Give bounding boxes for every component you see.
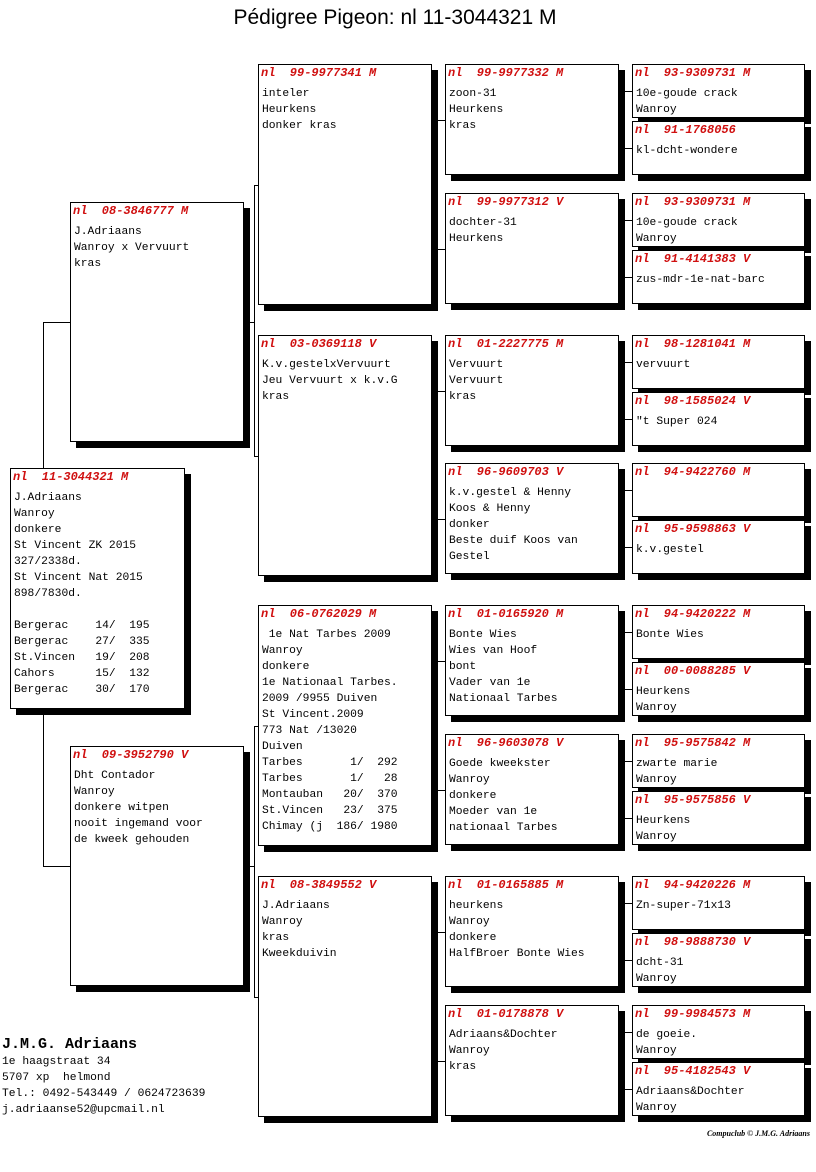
connector-line: [435, 120, 436, 249]
ring-number: nl 99-9977341 M: [261, 66, 377, 80]
connector-line: [619, 790, 622, 791]
pigeon-details: [636, 684, 802, 716]
connector-line: [619, 120, 622, 121]
detail-line: 773 Nat /13020: [262, 725, 357, 737]
connector-line: [435, 391, 445, 392]
connector-line: [622, 490, 632, 491]
connector-line: [622, 960, 632, 961]
detail-line: heurkens: [449, 900, 504, 912]
ring-number: nl 98-9888730 V: [635, 935, 751, 949]
detail-line: Vervuurt: [449, 375, 504, 387]
connector-line: [435, 790, 445, 791]
detail-line: Wanroy: [449, 916, 490, 928]
detail-line: J.Adriaans: [262, 900, 330, 912]
pigeon-card: [258, 335, 432, 576]
detail-line: Heurkens: [449, 233, 504, 245]
detail-line: zwarte marie: [636, 758, 718, 770]
pigeon-details: [449, 756, 616, 836]
detail-line: 327/2338d.: [14, 556, 82, 568]
connector-line: [244, 322, 254, 323]
connector-line: [622, 277, 632, 278]
connector-line: [622, 903, 623, 960]
detail-line: Jeu Vervuurt x k.v.G: [262, 375, 398, 387]
detail-line: Duiven: [262, 741, 303, 753]
pigeon-card: [70, 746, 244, 986]
detail-line: kras: [449, 120, 477, 132]
connector-line: [622, 547, 632, 548]
ring-number: nl 95-4182543 V: [635, 1064, 751, 1078]
ring-number: nl 94-9420222 M: [635, 607, 751, 621]
connector-line: [435, 932, 445, 933]
detail-line: Wanroy: [636, 702, 677, 714]
connector-line: [622, 632, 632, 633]
pigeon-card: [445, 876, 619, 987]
connector-line: [435, 932, 436, 1061]
connector-line: [622, 148, 632, 149]
pigeon-details: [449, 485, 616, 565]
detail-line: Koos & Henny: [449, 503, 531, 515]
pigeon-card: [445, 734, 619, 845]
connector-line: [622, 91, 623, 148]
ring-number: nl 95-9575856 V: [635, 793, 751, 807]
detail-line: Wanroy: [449, 1045, 490, 1057]
detail-line: St.Vincen 23/ 375: [262, 805, 398, 817]
pigeon-card: [445, 193, 619, 304]
pigeon-card: [445, 1005, 619, 1116]
connector-line: [619, 1061, 622, 1062]
detail-line: 10e-goude crack: [636, 88, 738, 100]
pigeon-card: [632, 791, 805, 845]
connector-line: [435, 249, 445, 250]
detail-line: Wanroy: [636, 1102, 677, 1114]
pigeon-details: [636, 86, 802, 118]
ring-number: nl 11-3044321 M: [13, 470, 129, 484]
pigeon-details: [636, 756, 802, 788]
detail-line: kras: [262, 391, 290, 403]
pigeon-card: [632, 121, 805, 175]
detail-line: Chimay (j 186/ 1980: [262, 821, 398, 833]
pigeon-card: [632, 605, 805, 659]
detail-line: zus-mdr-1e-nat-barc: [636, 274, 765, 286]
pigeon-card: [445, 605, 619, 716]
pigeon-card: [632, 392, 805, 446]
pigeon-details: [636, 898, 802, 914]
pigeon-card: [445, 463, 619, 574]
connector-line: [622, 490, 623, 547]
detail-line: Beste duif Koos van: [449, 535, 578, 547]
pigeon-details: [262, 86, 429, 134]
pigeon-details: [636, 542, 802, 558]
pigeon-details: [262, 357, 429, 405]
detail-line: donker kras: [262, 120, 337, 132]
connector-line: [619, 661, 622, 662]
detail-line: kras: [262, 932, 290, 944]
detail-line: donkere: [262, 661, 310, 673]
pigeon-details: [449, 357, 616, 405]
detail-line: nationaal Tarbes: [449, 822, 558, 834]
pigeon-card: [632, 335, 805, 389]
ring-number: nl 08-3849552 V: [261, 878, 377, 892]
detail-line: Wanroy: [636, 973, 677, 985]
ring-number: nl 01-0165885 M: [448, 878, 564, 892]
ring-number: nl 08-3846777 M: [73, 204, 189, 218]
connector-line: [622, 818, 632, 819]
connector-line: [622, 632, 623, 689]
ring-number: nl 91-4141383 V: [635, 252, 751, 266]
ring-number: nl 96-9603078 V: [448, 736, 564, 750]
pigeon-details: [262, 898, 429, 962]
connector-line: [619, 932, 622, 933]
connector-line: [254, 185, 255, 456]
detail-line: k.v.gestel: [636, 544, 704, 556]
connector-line: [435, 519, 445, 520]
pigeon-card: [632, 64, 805, 118]
connector-line: [432, 185, 435, 186]
detail-line: Wanroy: [14, 508, 55, 520]
detail-line: kras: [74, 258, 102, 270]
pigeon-card: [632, 520, 805, 574]
detail-line: 2009 /9955 Duiven: [262, 693, 378, 705]
owner-city: 5707 xp helmond: [2, 1072, 111, 1084]
connector-line: [622, 362, 632, 363]
ring-number: nl 93-9309731 M: [635, 195, 751, 209]
detail-line: 898/7830d.: [14, 588, 82, 600]
owner-address: 1e haagstraat 34: [2, 1056, 111, 1068]
detail-line: Wanroy: [636, 104, 677, 116]
detail-line: Wanroy x Vervuurt: [74, 242, 190, 254]
pigeon-details: [636, 1027, 802, 1059]
detail-line: [14, 602, 182, 618]
connector-line: [432, 997, 435, 998]
connector-line: [619, 391, 622, 392]
pigeon-card: [632, 1062, 805, 1116]
pigeon-card: [632, 662, 805, 716]
pigeon-card: [258, 876, 432, 1117]
detail-line: 1e Nat Tarbes 2009: [262, 629, 391, 641]
detail-line: nooit ingemand voor: [74, 818, 203, 830]
pigeon-details: [636, 414, 802, 430]
pigeon-card: [632, 734, 805, 788]
connector-line: [622, 1089, 632, 1090]
connector-line: [432, 456, 435, 457]
detail-line: inteler: [262, 88, 310, 100]
detail-line: Kweekduivin: [262, 948, 337, 960]
connector-line: [254, 726, 255, 997]
ring-number: nl 98-1281041 M: [635, 337, 751, 351]
detail-line: 10e-goude crack: [636, 217, 738, 229]
connector-line: [622, 419, 632, 420]
pigeon-card: [632, 933, 805, 987]
detail-line: St Vincent.2009: [262, 709, 364, 721]
connector-line: [435, 661, 436, 790]
pigeon-details: [74, 224, 241, 272]
ring-number: nl 93-9309731 M: [635, 66, 751, 80]
owner-phone: Tel.: 0492-543449 / 0624723639: [2, 1088, 206, 1100]
ring-number: nl 01-0178878 V: [448, 1007, 564, 1021]
connector-line: [622, 362, 623, 419]
detail-line: K.v.gestelxVervuurt: [262, 359, 391, 371]
owner-email: j.adriaanse52@upcmail.nl: [2, 1104, 165, 1116]
detail-line: Zn-super-71x13: [636, 900, 731, 912]
pigeon-card: [70, 202, 244, 442]
ring-number: nl 03-0369118 V: [261, 337, 377, 351]
detail-line: Bergerac 30/ 170: [14, 684, 150, 696]
detail-line: Bonte Wies: [449, 629, 517, 641]
pigeon-details: [449, 86, 616, 134]
detail-line: Cahors 15/ 132: [14, 668, 150, 680]
connector-line: [622, 689, 632, 690]
ring-number: nl 01-0165920 M: [448, 607, 564, 621]
ring-number: nl 01-2227775 M: [448, 337, 564, 351]
detail-line: "t Super 024: [636, 416, 718, 428]
detail-line: St Vincent Nat 2015: [14, 572, 143, 584]
connector-line: [244, 866, 254, 867]
pigeon-details: [449, 215, 616, 247]
connector-line: [435, 1061, 445, 1062]
pigeon-card: [632, 250, 805, 304]
connector-line: [622, 1032, 623, 1089]
detail-line: Wanroy: [636, 774, 677, 786]
detail-line: Wanroy: [636, 1045, 677, 1057]
detail-line: J.Adriaans: [74, 226, 142, 238]
pigeon-card: [632, 1005, 805, 1059]
ring-number: nl 91-1768056: [635, 123, 736, 137]
pigeon-details: [262, 627, 429, 835]
page-title: Pédigree Pigeon: nl 11-3044321 M: [233, 6, 557, 29]
detail-line: kl-dcht-wondere: [636, 145, 738, 157]
detail-line: Vader van 1e: [449, 677, 531, 689]
connector-line: [619, 249, 622, 250]
ring-number: nl 98-1585024 V: [635, 394, 751, 408]
detail-line: Bonte Wies: [636, 629, 704, 641]
detail-line: Vervuurt: [449, 359, 504, 371]
pigeon-details: [449, 1027, 616, 1075]
connector-line: [622, 761, 623, 818]
detail-line: de kweek gehouden: [74, 834, 190, 846]
detail-line: Wanroy: [636, 831, 677, 843]
pigeon-card: [632, 193, 805, 247]
detail-line: kras: [449, 391, 477, 403]
detail-line: Wanroy: [74, 786, 115, 798]
detail-line: bont: [449, 661, 477, 673]
pigeon-card: [258, 64, 432, 305]
detail-line: dochter-31: [449, 217, 517, 229]
detail-line: Bergerac 14/ 195: [14, 620, 150, 632]
detail-line: Heurkens: [636, 686, 691, 698]
connector-line: [622, 220, 623, 277]
detail-line: Goede kweekster: [449, 758, 551, 770]
detail-line: k.v.gestel & Henny: [449, 487, 572, 499]
detail-line: St Vincent ZK 2015: [14, 540, 137, 552]
pigeon-details: [636, 627, 802, 643]
detail-line: Montauban 20/ 370: [262, 789, 398, 801]
connector-line: [622, 91, 632, 92]
detail-line: Wanroy: [262, 645, 303, 657]
ring-number: nl 99-9977332 M: [448, 66, 564, 80]
ring-number: nl 99-9977312 V: [448, 195, 564, 209]
detail-line: HalfBroer Bonte Wies: [449, 948, 585, 960]
detail-line: Wies van Hoof: [449, 645, 538, 657]
owner-block: [2, 1036, 205, 1118]
detail-line: donker: [449, 519, 490, 531]
connector-line: [432, 726, 435, 727]
detail-line: donkere: [14, 524, 62, 536]
connector-line: [619, 519, 622, 520]
pigeon-details: [636, 1084, 802, 1116]
pigeon-card: [445, 335, 619, 446]
detail-line: St.Vincen 19/ 208: [14, 652, 150, 664]
ring-number: nl 95-9575842 M: [635, 736, 751, 750]
connector-line: [435, 120, 445, 121]
detail-line: Tarbes 1/ 292: [262, 757, 398, 769]
ring-number: nl 94-9422760 M: [635, 465, 751, 479]
pigeon-details: [74, 768, 241, 848]
connector-line: [43, 866, 70, 867]
detail-line: zoon-31: [449, 88, 497, 100]
detail-line: J.Adriaans: [14, 492, 82, 504]
detail-line: 1e Nationaal Tarbes.: [262, 677, 398, 689]
detail-line: Moeder van 1e: [449, 806, 538, 818]
detail-line: Bergerac 27/ 335: [14, 636, 150, 648]
pigeon-details: [636, 955, 802, 987]
detail-line: Adriaans&Dochter: [449, 1029, 558, 1041]
pigeon-card: [632, 463, 805, 517]
pigeon-details: [636, 357, 802, 373]
detail-line: vervuurt: [636, 359, 691, 371]
ring-number: nl 94-9420226 M: [635, 878, 751, 892]
detail-line: donkere witpen: [74, 802, 169, 814]
pigeon-details: [636, 215, 802, 247]
detail-line: Gestel: [449, 551, 490, 563]
detail-line: Tarbes 1/ 28: [262, 773, 398, 785]
connector-line: [43, 322, 70, 323]
ring-number: nl 06-0762029 M: [261, 607, 377, 621]
connector-line: [622, 1032, 632, 1033]
pigeon-card: [445, 64, 619, 175]
pigeon-details: [636, 813, 802, 845]
pigeon-details: [14, 490, 182, 698]
connector-line: [622, 220, 632, 221]
ring-number: nl 96-9609703 V: [448, 465, 564, 479]
connector-line: [622, 903, 632, 904]
pigeon-details: [636, 272, 802, 288]
ring-number: nl 00-0088285 V: [635, 664, 751, 678]
detail-line: Wanroy: [262, 916, 303, 928]
pigeon-card: [10, 468, 185, 709]
pigeon-details: [449, 627, 616, 707]
detail-line: Adriaans&Dochter: [636, 1086, 745, 1098]
detail-line: de goeie.: [636, 1029, 698, 1041]
detail-line: Heurkens: [449, 104, 504, 116]
detail-line: kras: [449, 1061, 477, 1073]
detail-line: dcht-31: [636, 957, 684, 969]
pigeon-card: [258, 605, 432, 846]
connector-line: [435, 661, 445, 662]
detail-line: donkere: [449, 790, 497, 802]
detail-line: Nationaal Tarbes: [449, 693, 558, 705]
pigeon-details: [449, 898, 616, 962]
detail-line: Wanroy: [449, 774, 490, 786]
connector-line: [622, 761, 632, 762]
ring-number: nl 09-3952790 V: [73, 748, 189, 762]
detail-line: Heurkens: [262, 104, 317, 116]
detail-line: Heurkens: [636, 815, 691, 827]
connector-line: [435, 391, 436, 519]
ring-number: nl 95-9598863 V: [635, 522, 751, 536]
detail-line: Wanroy: [636, 233, 677, 245]
ring-number: nl 99-9984573 M: [635, 1007, 751, 1021]
detail-line: donkere: [449, 932, 497, 944]
owner-name: J.M.G. Adriaans: [2, 1036, 138, 1053]
pigeon-card: [632, 876, 805, 930]
footer-credit: Compuclub © J.M.G. Adriaans: [706, 1129, 810, 1138]
pigeon-details: [636, 143, 802, 159]
detail-line: Dht Contador: [74, 770, 156, 782]
